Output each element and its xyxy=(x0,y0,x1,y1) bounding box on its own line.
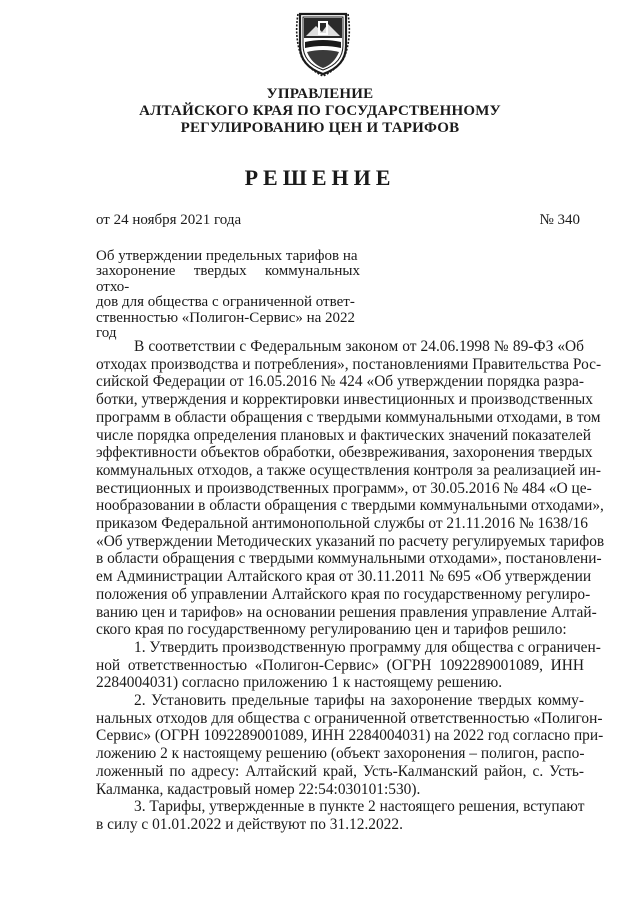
body-line: ложенный по адресу: Алтайский край, Усть-Калманский район, с. Усть- xyxy=(96,762,584,780)
document-date: от 24 ноября 2021 года xyxy=(96,212,242,228)
subject-line: ственностью «Полигон-Сервис» на 2022 xyxy=(96,309,356,326)
org-name-line-3: РЕГУЛИРОВАНИЮ ЦЕН И ТАРИФОВ xyxy=(180,120,460,136)
body-line: программ в области обращения с твердыми коммунальными отходами, в том xyxy=(96,408,601,426)
body-line: 2284004031) согласно приложению 1 к настоящему решению. xyxy=(96,674,503,692)
body-line: Сервис» (ОГРН 1092289001089, ИНН 2284004031) на 2022 год согласно при- xyxy=(96,727,604,745)
body-line: ем Администрации Алтайского края от 30.11.2011 № 695 «Об утверждении xyxy=(96,568,592,586)
body-line: 2. Установить предельные тарифы на захоронение твердых комму- xyxy=(134,692,584,710)
document-title: РЕШЕНИЕ xyxy=(244,165,396,190)
body-line: числе порядка определения плановых и фактических значений показателей xyxy=(96,426,591,444)
body-line: в области обращения с твердыми коммунальными отходами», постановлени- xyxy=(96,550,602,568)
org-name-line-2: АЛТАЙСКОГО КРАЯ ПО ГОСУДАРСТВЕННОМУ xyxy=(139,103,501,119)
body-line: нообразовании в области обращения с твердыми коммунальными отходами», xyxy=(96,497,604,515)
body-line: отходах производства и потребления», постановлениями Правительства Рос- xyxy=(96,355,602,373)
body-line: «Об утверждении Методических указаний по расчету регулируемых тарифов xyxy=(96,532,605,550)
subject-line: год xyxy=(96,325,117,342)
body-line: вестиционных и производственных программ», от 30.05.2016 № 484 «О це- xyxy=(96,479,592,497)
body-line: ложению 2 к настоящему решению (объект захоронения – полигон, распо- xyxy=(96,745,585,763)
document-subject xyxy=(96,249,360,341)
body-line: нальных отходов для общества с ограниченной ответственностью «Полигон- xyxy=(96,709,603,727)
body-line: 1. Утвердить производственную программу для общества с ограничен- xyxy=(134,638,601,656)
body-line: сийской Федерации от 16.05.2016 № 424 «Об утверждении порядка разра- xyxy=(96,373,584,391)
subject-line: дов для общества с ограниченной ответ- xyxy=(96,294,355,311)
document-body xyxy=(96,338,605,834)
subject-line: захоронение твердых коммунальных отхо- xyxy=(96,263,360,295)
altai-krai-coat-of-arms-icon xyxy=(294,8,352,78)
body-line: ботки, утверждения и корректировки инвестиционных и производственных xyxy=(96,391,593,409)
org-name-line-1: УПРАВЛЕНИЕ xyxy=(266,86,374,102)
body-line: коммунальных отходов, а также осуществления контроля за реализацией ин- xyxy=(96,461,601,479)
body-line: В соответствии с Федеральным законом от 24.06.1998 № 89-ФЗ «Об xyxy=(134,338,584,355)
body-line: ванию цен и тарифов» на основании решения правления управление Алтай- xyxy=(96,603,597,621)
body-line: положения об управлении Алтайского края по государственному регулиро- xyxy=(96,585,591,603)
document-number: № 340 xyxy=(539,212,580,228)
body-line: эффективности объектов обработки, обезвреживания, захоронения твердых xyxy=(96,444,593,462)
body-line: приказом Федеральной антимонопольной службы от 21.11.2016 № 1638/16 xyxy=(96,515,588,533)
body-line: 3. Тарифы, утвержденные в пункте 2 настоящего решения, вступают xyxy=(134,798,585,816)
body-line: в силу с 01.01.2022 и действуют по 31.12.2022. xyxy=(96,815,403,833)
subject-line: Об утверждении предельных тарифов на xyxy=(96,248,358,264)
body-line: Калманка, кадастровый номер 22:54:030101:530). xyxy=(96,780,421,798)
body-line: ского края по государственному регулированию цен и тарифов решило: xyxy=(96,621,567,639)
body-line: ной ответственностью «Полигон-Сервис» (ОГРН 1092289001089, ИНН xyxy=(96,656,584,674)
